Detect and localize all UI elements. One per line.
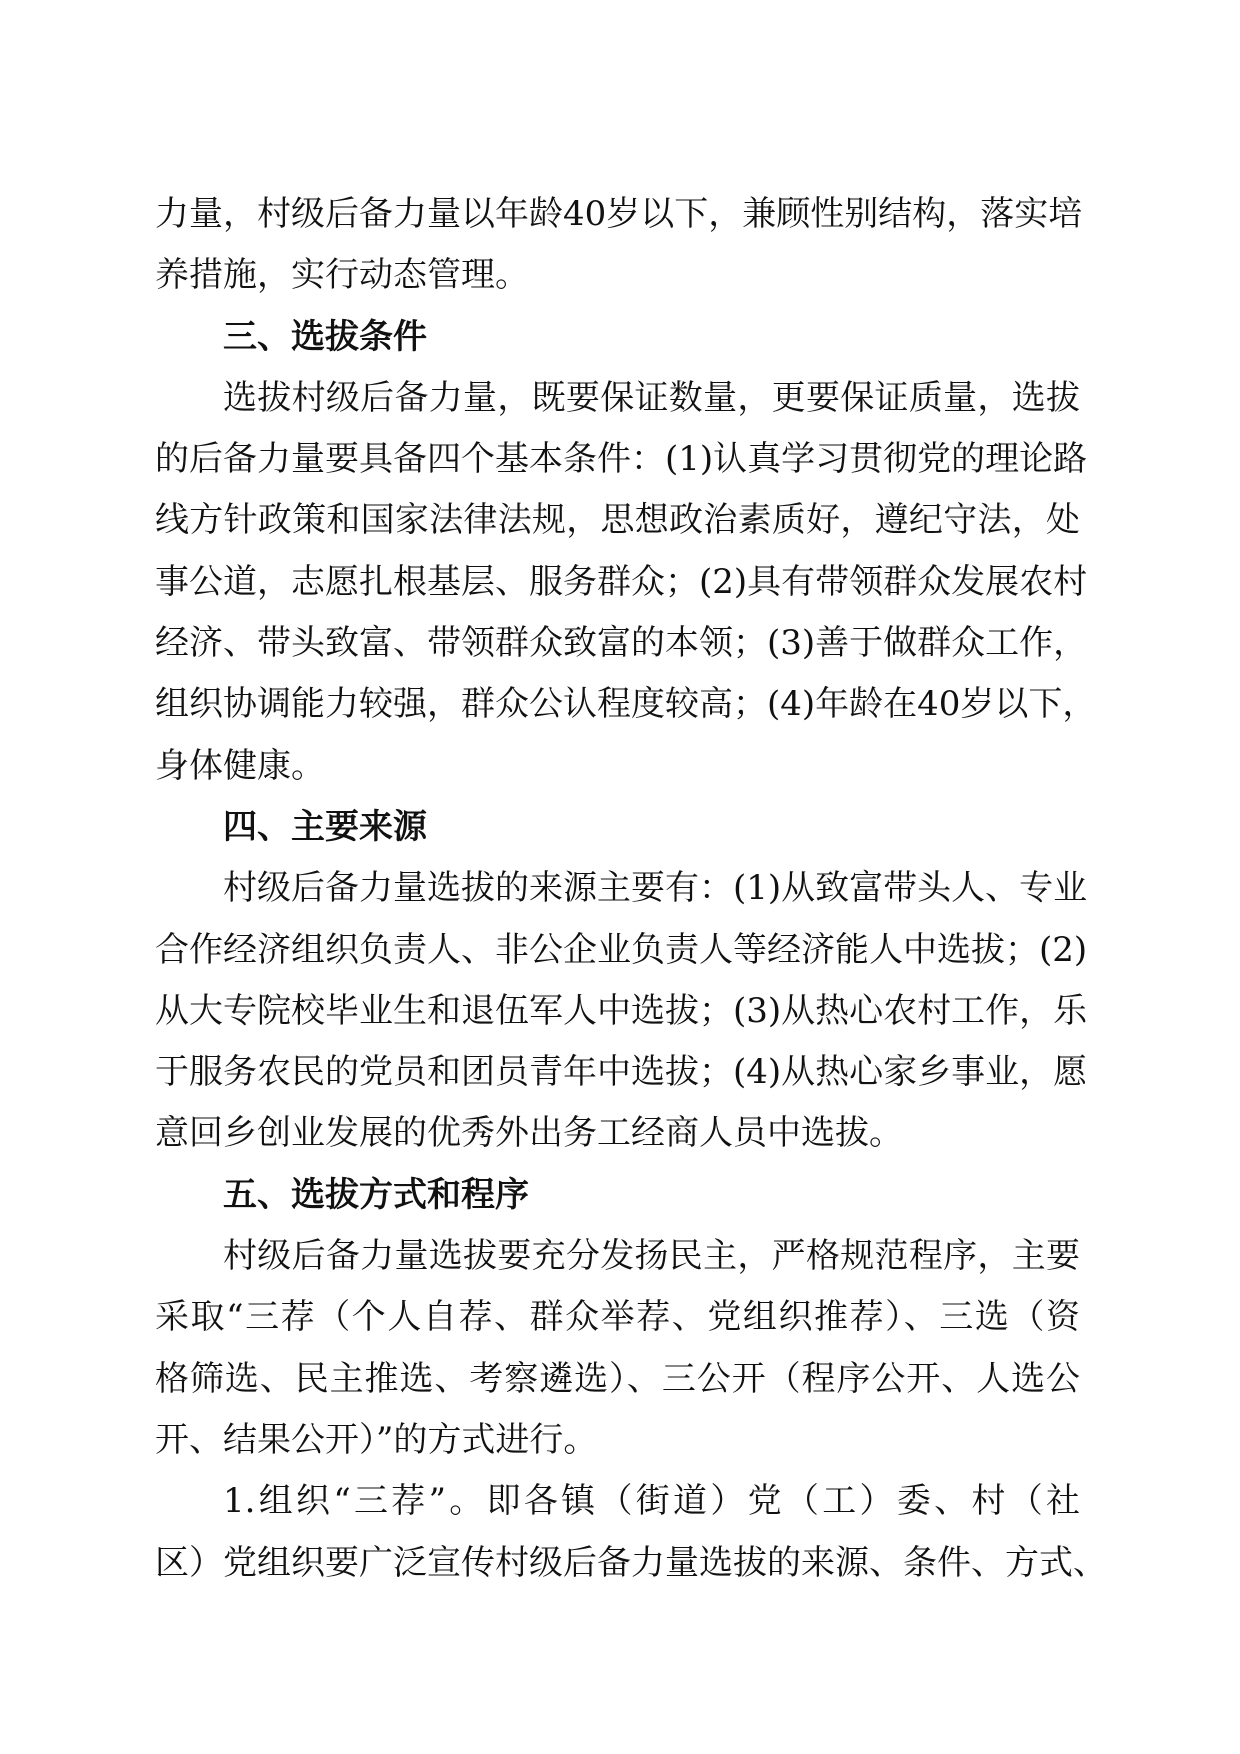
body-text-line: 养措施，实行动态管理。 [155, 255, 529, 296]
body-text-line: 组织协调能力较强，群众公认程度较高；(4)年龄在40岁以下， [155, 684, 1097, 725]
body-text-line: 力量，村级后备力量以年龄40岁以下，兼顾性别结构，落实培 [155, 194, 1083, 234]
document-body [155, 184, 1107, 1594]
body-text-line: 采取“三荐（个人自荐、群众举荐、党组织推荐）、三选（资 [155, 1297, 1080, 1338]
body-text-line: 开、结果公开）”的方式进行。 [155, 1419, 598, 1460]
section-heading: 三、选拔条件 [223, 316, 427, 357]
section-heading: 五、选拔方式和程序 [223, 1174, 529, 1215]
paragraph-first-line: 选拔村级后备力量，既要保证数量，更要保证质量，选拔 [223, 377, 1080, 418]
body-text-line: 经济、带头致富、带领群众致富的本领；(3)善于做群众工作， [155, 623, 1088, 664]
body-text-line: 从大专院校毕业生和退伍军人中选拔；(3)从热心农村工作，乐 [155, 990, 1088, 1031]
paragraph-first-line: 村级后备力量选拔的来源主要有：(1)从致富带头人、专业 [223, 868, 1088, 909]
body-text-line: 意回乡创业发展的优秀外出务工经商人员中选拔。 [155, 1113, 903, 1154]
body-text-line: 身体健康。 [155, 745, 325, 786]
paragraph-first-line: 村级后备力量选拔要充分发扬民主，严格规范程序，主要 [223, 1236, 1080, 1277]
paragraph-first-line: 1.组织“三荐”。即各镇（街道）党（工）委、村（社 [223, 1481, 1080, 1522]
body-text-line: 事公道，志愿扎根基层、服务群众；(2)具有带领群众发展农村 [155, 561, 1088, 602]
body-text-line: 区）党组织要广泛宣传村级后备力量选拔的来源、条件、方式、 [155, 1542, 1107, 1583]
body-text-line: 于服务农民的党员和团员青年中选拔；(4)从热心家乡事业，愿 [155, 1052, 1088, 1093]
body-text-line: 线方针政策和国家法律法规，思想政治素质好，遵纪守法，处 [155, 500, 1080, 541]
body-text-line: 的后备力量要具备四个基本条件：(1)认真学习贯彻党的理论路 [155, 439, 1088, 480]
body-text-line: 格筛选、民主推选、考察遴选）、三公开（程序公开、人选公 [155, 1358, 1080, 1399]
section-heading: 四、主要来源 [223, 806, 427, 847]
body-text-line: 合作经济组织负责人、非公企业负责人等经济能人中选拔；(2) [155, 929, 1088, 970]
